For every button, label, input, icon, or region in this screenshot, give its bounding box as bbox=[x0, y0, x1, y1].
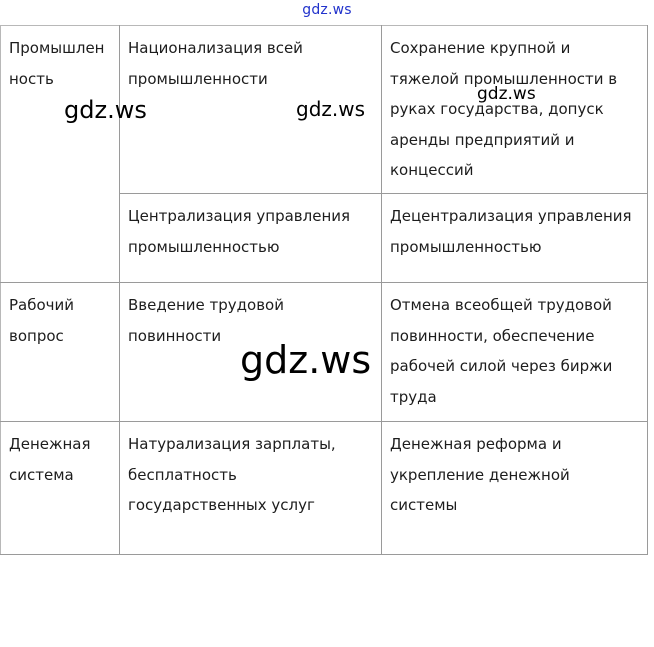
watermark-overlay: gdz.ws bbox=[240, 338, 372, 382]
table-cell: Децентрализация управления промышленностью bbox=[382, 194, 648, 283]
category-cell-labor: Рабочий вопрос bbox=[1, 283, 120, 422]
table-row bbox=[1, 283, 648, 422]
category-cell-money: Денежная система bbox=[1, 422, 120, 555]
top-watermark: gdz.ws bbox=[302, 2, 352, 18]
table-cell: Денежная реформа и укрепление денежной системы bbox=[382, 422, 648, 555]
table-cell: Централизация управления промышленностью bbox=[120, 194, 382, 283]
watermark-overlay: gdz.ws bbox=[296, 97, 366, 121]
watermark-overlay: gdz.ws bbox=[64, 96, 147, 124]
table-cell: Введение трудовой повинности bbox=[120, 283, 382, 422]
category-cell-industry: Промышлен ность bbox=[1, 26, 120, 283]
table-cell: Отмена всеобщей трудовой повинности, обеспечение рабочей силой через биржи труда bbox=[382, 283, 648, 422]
comparison-table bbox=[0, 25, 648, 555]
table-cell: Натурализация зарплаты, бесплатность государственных услуг bbox=[120, 422, 382, 555]
table-row bbox=[1, 422, 648, 555]
table-cell: Сохранение крупной и тяжелой промышленности в руках государства, допуск аренды предприятий и концессий bbox=[382, 26, 648, 194]
table-cell: Национализация всей промышленности bbox=[120, 26, 382, 194]
watermark-overlay: gdz.ws bbox=[477, 84, 536, 104]
table-row bbox=[1, 26, 648, 194]
